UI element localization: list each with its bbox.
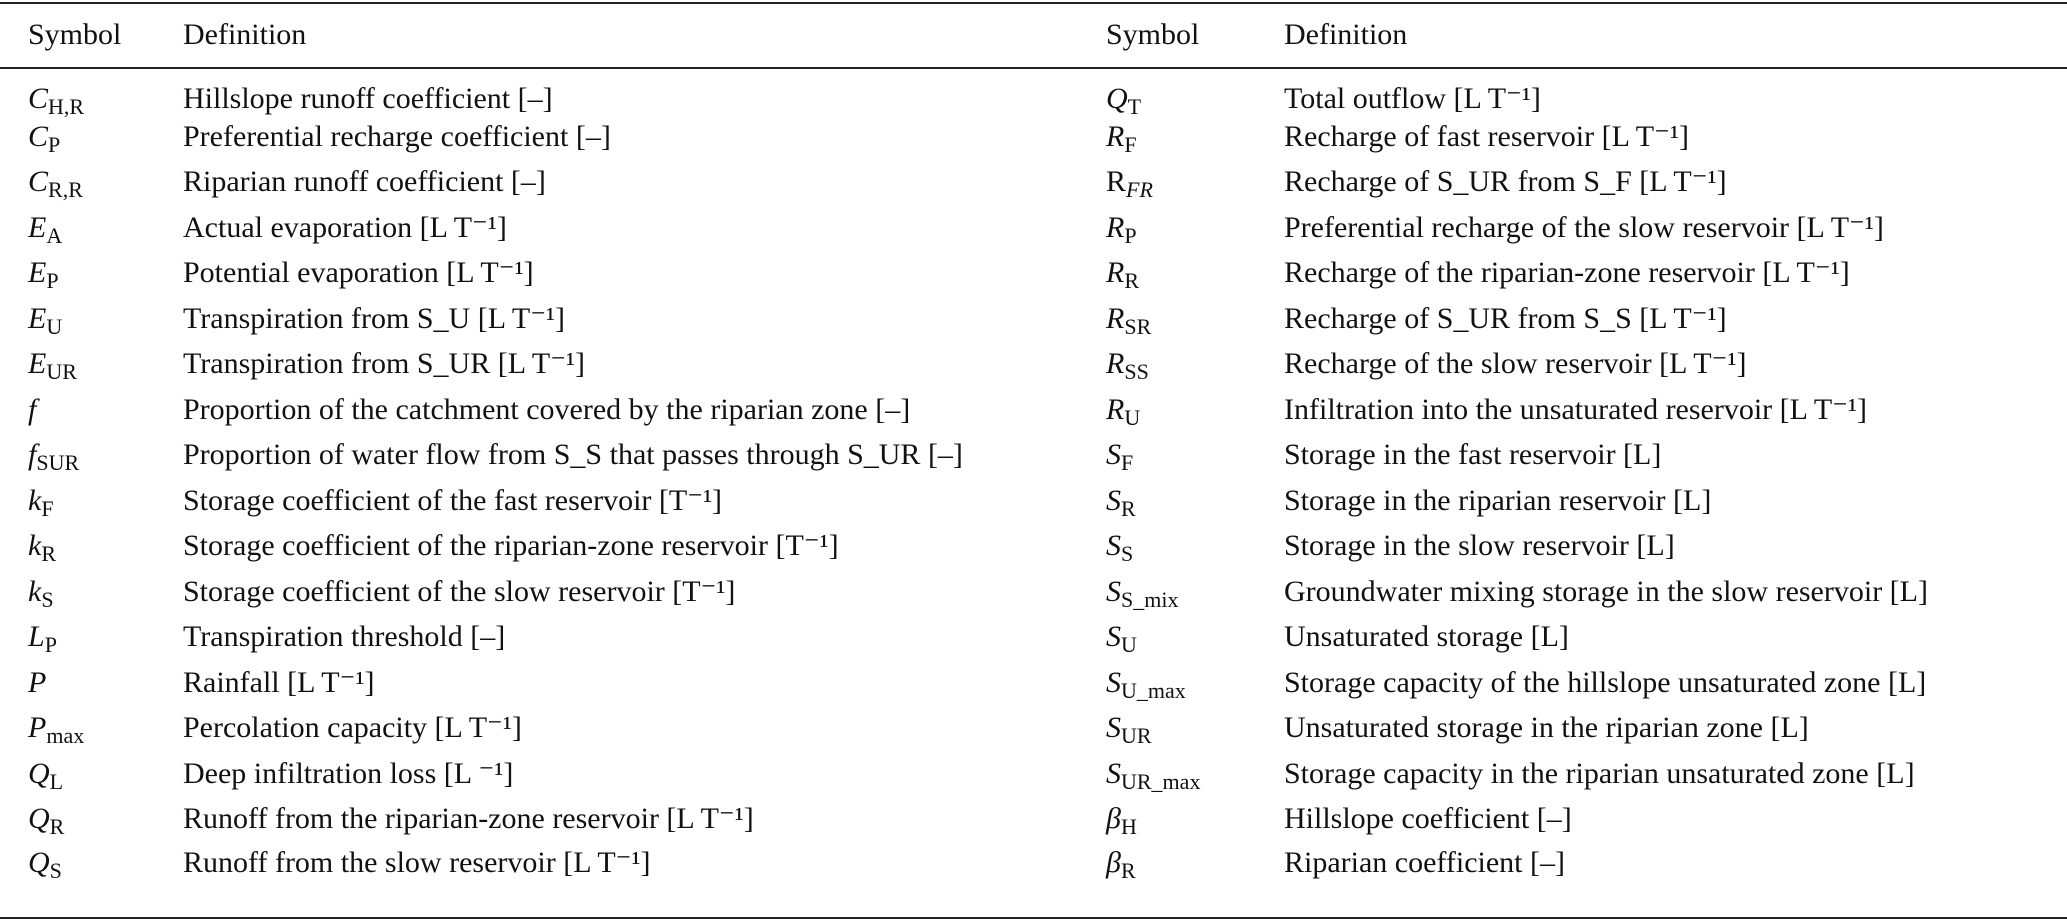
left-symbol-cell <box>0 797 183 843</box>
symbol-base: S <box>1106 438 1121 472</box>
left-definition-cell: Storage coefficient of the slow reservoir [T⁻¹] <box>183 574 736 608</box>
symbol-base: E <box>28 210 47 244</box>
symbol-base: f <box>28 392 37 426</box>
symbol-subscript: P <box>46 268 59 294</box>
right-definition-cell: Total outflow [L T⁻¹] <box>1284 82 1541 115</box>
symbol-subscript: UR <box>46 359 77 385</box>
header-definition-left: Definition <box>183 18 307 51</box>
right-definition-cell: Recharge of the slow reservoir [L T⁻¹] <box>1284 347 1747 381</box>
table-row <box>0 569 2067 615</box>
left-symbol-cell <box>0 387 183 433</box>
right-symbol-cell <box>1106 569 1284 615</box>
symbol-subscript: U <box>1124 404 1141 430</box>
left-symbol-cell <box>0 251 183 297</box>
right-definition-cell: Preferential recharge of the slow reservoir [L T⁻¹] <box>1284 210 1884 244</box>
symbol-subscript: A <box>46 222 63 248</box>
symbol-base: Q <box>28 846 50 879</box>
symbol-base: R <box>1106 119 1125 153</box>
header-symbol-right: Symbol <box>1106 18 1200 51</box>
symbol-base: R <box>1106 210 1125 244</box>
table-row <box>0 524 2067 570</box>
symbol-base: S <box>1106 756 1121 790</box>
table-row <box>0 660 2067 706</box>
symbol-subscript: R <box>41 541 57 567</box>
left-symbol-cell <box>0 706 183 752</box>
symbol-subscript: T <box>1127 94 1142 119</box>
right-symbol-cell <box>1106 342 1284 388</box>
right-symbol-cell <box>1106 751 1284 797</box>
symbol-subscript: U_max <box>1121 677 1186 703</box>
left-definition-cell: Preferential recharge coefficient [–] <box>183 119 611 153</box>
right-definition-cell: Storage capacity in the riparian unsaturated zone [L] <box>1284 756 1915 790</box>
left-symbol-cell <box>0 842 183 894</box>
left-symbol-cell <box>0 68 183 119</box>
right-symbol-cell <box>1106 842 1284 894</box>
right-definition-cell: Storage capacity of the hillslope unsaturated zone [L] <box>1284 665 1927 699</box>
right-symbol-cell <box>1106 251 1284 297</box>
right-definition-cell: Infiltration into the unsaturated reservoir [L T⁻¹] <box>1284 392 1867 426</box>
symbol-base: C <box>28 82 49 115</box>
left-definition-cell: Transpiration from S_U [L T⁻¹] <box>183 301 566 335</box>
symbol-base: E <box>28 256 47 290</box>
symbol-subscript: F <box>1121 450 1134 476</box>
symbol-base: S <box>1106 483 1121 517</box>
symbol-subscript: S <box>1121 541 1134 567</box>
right-definition-cell: Hillslope coefficient [–] <box>1284 802 1572 836</box>
left-definition-cell: Rainfall [L T⁻¹] <box>183 665 375 699</box>
right-definition-cell: Recharge of S_UR from S_S [L T⁻¹] <box>1284 301 1727 335</box>
symbol-base: Q <box>28 802 50 836</box>
symbol-subscript: S_mix <box>1121 586 1179 612</box>
table-row <box>0 751 2067 797</box>
symbol-base: P <box>28 665 47 699</box>
symbol-subscript: R <box>1124 268 1140 294</box>
left-definition-cell: Deep infiltration loss [L ⁻¹] <box>183 756 514 790</box>
table-row <box>0 433 2067 479</box>
symbol-subscript: U <box>46 313 63 339</box>
left-symbol-cell <box>0 296 183 342</box>
left-definition-cell: Runoff from the riparian-zone reservoir [L T⁻¹] <box>183 802 754 836</box>
symbol-base: β <box>1106 846 1121 879</box>
left-symbol-cell <box>0 342 183 388</box>
symbol-base: S <box>1106 665 1121 699</box>
table-row <box>0 478 2067 524</box>
symbol-subscript: max <box>46 723 85 749</box>
table-row <box>0 615 2067 661</box>
symbol-subscript: UR <box>1121 723 1152 749</box>
symbol-base: C <box>28 119 49 153</box>
right-definition-cell: Groundwater mixing storage in the slow reservoir [L] <box>1284 574 1928 608</box>
left-symbol-cell <box>0 478 183 524</box>
right-definition-cell: Riparian coefficient [–] <box>1284 846 1565 879</box>
symbol-base: R <box>1106 392 1125 426</box>
right-symbol-cell <box>1106 706 1284 752</box>
symbol-base: k <box>28 529 42 563</box>
right-symbol-cell <box>1106 433 1284 479</box>
right-symbol-cell <box>1106 660 1284 706</box>
left-symbol-cell <box>0 569 183 615</box>
symbol-subscript: S <box>49 858 62 883</box>
right-definition-cell: Recharge of S_UR from S_F [L T⁻¹] <box>1284 165 1727 199</box>
table-row <box>0 160 2067 206</box>
right-definition-cell: Storage in the fast reservoir [L] <box>1284 438 1662 472</box>
left-symbol-cell <box>0 160 183 206</box>
symbol-subscript: P <box>44 632 57 658</box>
symbol-base: L <box>28 620 45 654</box>
symbol-subscript: R <box>1120 858 1136 883</box>
symbol-subscript: FR <box>1126 177 1153 203</box>
right-definition-cell: Recharge of the riparian-zone reservoir [L T⁻¹] <box>1284 256 1850 290</box>
left-definition-cell: Percolation capacity [L T⁻¹] <box>183 711 522 745</box>
left-definition-cell: Runoff from the slow reservoir [L T⁻¹] <box>183 846 651 879</box>
right-definition-cell: Unsaturated storage [L] <box>1284 620 1569 654</box>
symbol-base: E <box>28 301 47 335</box>
left-definition-cell: Storage coefficient of the riparian-zone reservoir [T⁻¹] <box>183 529 839 563</box>
right-symbol-cell <box>1106 114 1284 160</box>
symbol-base: k <box>28 574 42 608</box>
symbol-subscript: SUR <box>36 450 80 476</box>
left-definition-cell: Proportion of the catchment covered by the riparian zone [–] <box>183 392 911 426</box>
table-row <box>0 797 2067 843</box>
symbol-base: k <box>28 483 42 517</box>
symbol-subscript: P <box>1124 222 1137 248</box>
table-row <box>0 842 2067 894</box>
left-symbol-cell <box>0 114 183 160</box>
left-definition-cell: Riparian runoff coefficient [–] <box>183 165 546 199</box>
symbol-base: R <box>1106 165 1127 199</box>
left-definition-cell: Transpiration threshold [–] <box>183 620 506 654</box>
symbol-subscript: H <box>1120 814 1137 840</box>
left-symbol-cell <box>0 524 183 570</box>
symbol-subscript: F <box>1124 131 1137 157</box>
symbol-base: β <box>1106 802 1121 836</box>
symbol-subscript: R <box>49 814 65 840</box>
left-symbol-cell <box>0 433 183 479</box>
left-definition-cell: Proportion of water flow from S_S that passes through S_UR [–] <box>183 438 963 472</box>
symbol-subscript: R <box>1121 495 1136 521</box>
right-symbol-cell <box>1106 160 1284 206</box>
symbol-subscript: R,R <box>48 177 83 203</box>
right-symbol-cell <box>1106 615 1284 661</box>
right-symbol-cell <box>1106 524 1284 570</box>
symbol-subscript: L <box>49 768 64 794</box>
symbol-base: R <box>1106 256 1125 290</box>
left-symbol-cell <box>0 615 183 661</box>
left-definition-cell: Storage coefficient of the fast reservoir [T⁻¹] <box>183 483 723 517</box>
symbol-base: C <box>28 165 49 199</box>
symbol-base: R <box>1106 347 1125 381</box>
symbol-base: S <box>1106 529 1121 563</box>
symbol-base: Q <box>1106 82 1128 115</box>
symbol-subscript: H,R <box>48 94 85 119</box>
left-symbol-cell <box>0 660 183 706</box>
header-symbol-left: Symbol <box>28 18 122 51</box>
header-definition-right: Definition <box>1284 18 1408 51</box>
symbol-subscript: P <box>48 131 61 157</box>
symbol-base: E <box>28 347 47 381</box>
table-body <box>0 68 2067 894</box>
right-symbol-cell <box>1106 387 1284 433</box>
left-definition-cell: Hillslope runoff coefficient [–] <box>183 82 553 115</box>
symbol-base: f <box>28 438 37 472</box>
symbol-base: R <box>1106 301 1125 335</box>
symbol-subscript: S <box>41 586 54 612</box>
left-symbol-cell <box>0 751 183 797</box>
symbol-subscript: SS <box>1124 359 1149 385</box>
table-row <box>0 296 2067 342</box>
symbol-base: S <box>1106 711 1121 745</box>
left-definition-cell: Potential evaporation [L T⁻¹] <box>183 256 534 290</box>
right-definition-cell: Unsaturated storage in the riparian zone [L] <box>1284 711 1809 745</box>
table-row <box>0 706 2067 752</box>
symbol-subscript: U <box>1121 632 1137 658</box>
right-definition-cell: Storage in the riparian reservoir [L] <box>1284 483 1712 517</box>
right-definition-cell: Recharge of fast reservoir [L T⁻¹] <box>1284 119 1689 153</box>
table-row <box>0 114 2067 160</box>
table-row <box>0 205 2067 251</box>
table-row <box>0 68 2067 114</box>
right-symbol-cell <box>1106 296 1284 342</box>
symbol-subscript: UR_max <box>1121 768 1201 794</box>
right-symbol-cell <box>1106 68 1284 119</box>
symbol-base: Q <box>28 756 50 790</box>
symbol-subscript: SR <box>1124 313 1152 339</box>
left-symbol-cell <box>0 205 183 251</box>
symbol-base: S <box>1106 574 1121 608</box>
right-symbol-cell <box>1106 205 1284 251</box>
right-definition-cell: Storage in the slow reservoir [L] <box>1284 529 1675 563</box>
symbol-base: P <box>28 711 47 745</box>
table-row <box>0 387 2067 433</box>
bottom-rule <box>0 917 2067 919</box>
symbol-base: S <box>1106 620 1121 654</box>
symbol-subscript: F <box>41 495 54 521</box>
right-symbol-cell <box>1106 478 1284 524</box>
header-row <box>0 0 2067 68</box>
table-row <box>0 342 2067 388</box>
right-symbol-cell <box>1106 797 1284 843</box>
left-definition-cell: Actual evaporation [L T⁻¹] <box>183 210 507 244</box>
left-definition-cell: Transpiration from S_UR [L T⁻¹] <box>183 347 586 381</box>
table-row <box>0 251 2067 297</box>
